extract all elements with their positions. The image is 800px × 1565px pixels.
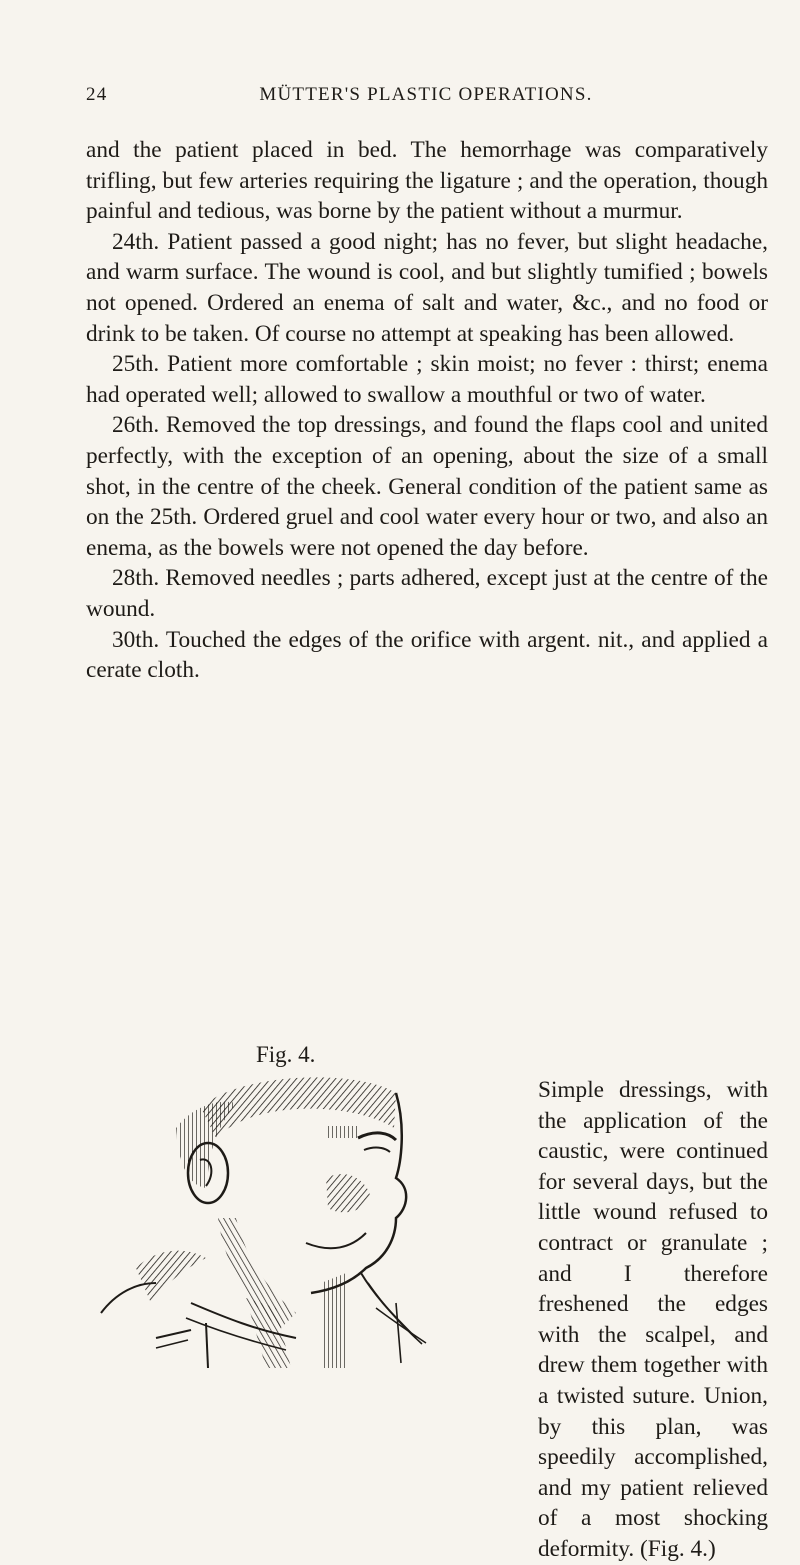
page-header	[86, 84, 766, 114]
paragraph: and the patient placed in bed. The hemorrhage was comparatively trifling, but few arteries requiring the ligature ; and the operation, though painful and tedious, was borne by the patient without a murmur.	[86, 137, 768, 225]
paragraph: 28th. Removed needles ; parts adhered, except just at the centre of the wound.	[86, 565, 768, 622]
paragraph: 25th. Patient more comfortable ; skin moist; no fever : thirst; enema had operated well; allowed to swallow a mouthful or two of water.	[86, 351, 768, 408]
paragraph: 24th. Patient passed a good night; has no fever, but slight headache, and warm surface. The wound is cool, and but slightly tumified ; bowels not opened. Ordered an enema of salt and water, &c., and no food or drink to be taken. Of course no attempt at speaking has been allowed.	[86, 228, 768, 347]
side-paragraph: Simple dressings, with the application of the caustic, were continued for several days, but the little wound refused to contract or granulate ; and I therefore freshened the edges with the scalpel, and drew them together with a twisted suture. Union, by this plan, was speedily accomplished, and my patient relieved of a most shocking deformity. (Fig. 4.)	[538, 1077, 768, 1562]
figure-illustration	[96, 1068, 516, 1368]
body-text	[86, 135, 768, 686]
paragraph: 30th. Touched the edges of the orifice with argent. nit., and applied a cerate cloth.	[86, 626, 768, 684]
figure-label: Fig. 4.	[256, 1042, 316, 1067]
engraving-face-profile-icon	[96, 1068, 516, 1368]
paragraph: 26th. Removed the top dressings, and found the flaps cool and united perfectly, with the exception of an opening, about the size of a small shot, in the centre of the cheek. General condition of the patient same as on the 25th. Ordered gruel and cool water every hour or two, and also an enema, as the bowels were not opened the day before.	[86, 412, 768, 561]
page-number: 24	[86, 84, 108, 105]
running-head: MÜTTER'S PLASTIC OPERATIONS.	[259, 84, 593, 105]
side-text	[538, 1075, 768, 1565]
